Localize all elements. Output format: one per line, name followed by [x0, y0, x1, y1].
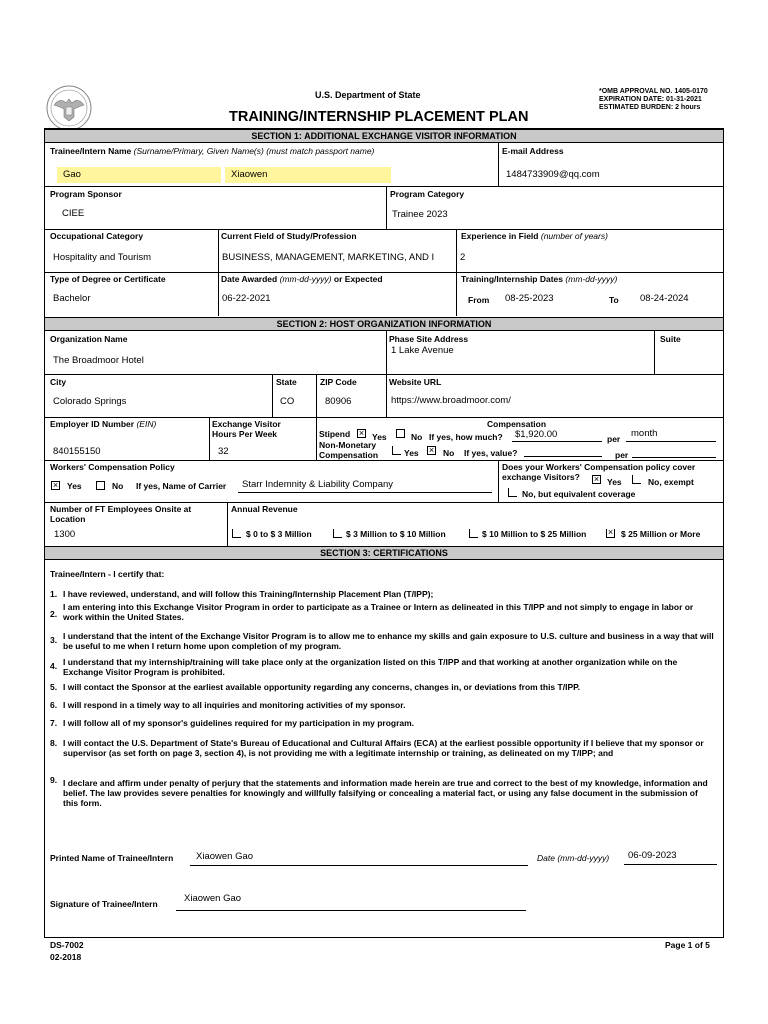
occupational-category-label: Occupational Category: [50, 231, 144, 241]
revenue-25-plus-label: $ 25 Million or More: [621, 529, 701, 539]
certification-item: 4. I understand that my internship/training will take place only at the organization listed on this T/IPP and that working at another organization while on the Exchange Visitor Program is prohibited.: [50, 657, 678, 677]
form-date: 02-2018: [50, 952, 82, 962]
stipend-yes-checkbox[interactable]: ×: [358, 428, 365, 438]
website-label: Website URL: [389, 377, 442, 387]
nonmonetary-no-checkbox[interactable]: ×: [428, 445, 435, 455]
certification-item: 6. I will respond in a timely way to all inquiries and monitoring activities of my sponsor.: [50, 700, 406, 710]
form-number: DS-7002: [50, 940, 84, 950]
cover-yes-checkbox[interactable]: ×: [593, 474, 600, 484]
cover-exempt-checkbox[interactable]: [632, 475, 641, 484]
stipend-amount-field[interactable]: $1,920.00: [515, 429, 558, 440]
form-title: TRAINING/INTERNSHIP PLACEMENT PLAN: [229, 109, 529, 125]
nonmonetary-label-line2: Compensation: [319, 450, 379, 460]
site-address-field[interactable]: 1 Lake Avenue: [391, 345, 454, 356]
section-1-header: SECTION 1: ADDITIONAL EXCHANGE VISITOR INFORMATION: [45, 129, 723, 143]
certification-item: 3. I understand that the intent of the Exchange Visitor Program is to allow me to enhance my skills and gain exposure to U.S. culture and business in a way that will be useful to me when I return home upon completion of my program.: [50, 631, 714, 651]
hours-label-line1: Exchange Visitor: [212, 419, 281, 429]
employees-label-line2: Location: [50, 514, 86, 524]
state-department-seal-icon: [46, 85, 92, 131]
stipend-yes-label: Yes: [372, 432, 387, 442]
org-name-field[interactable]: The Broadmoor Hotel: [53, 355, 144, 366]
omb-approval: *OMB APPROVAL NO. 1405-0170: [599, 88, 708, 95]
nonmonetary-yes-label: Yes: [404, 448, 419, 458]
stipend-label: Stipend: [319, 429, 351, 439]
printed-name-label: Printed Name of Trainee/Intern: [50, 853, 174, 863]
compensation-label: Compensation: [487, 419, 547, 429]
certification-item: 7. I will follow all of my sponsor's guidelines required for my participation in my program.: [50, 718, 415, 728]
nonmonetary-no-label: No: [443, 448, 455, 458]
certification-item: 2. I am entering into this Exchange Visitor Program in order to participate as a Trainee or Intern as delineated in this T/IPP and not simply to engage in labor or work within the United States.: [50, 602, 694, 622]
value-per-label: per: [615, 450, 629, 460]
to-label: To: [609, 295, 619, 305]
revenue-10-25-label: $ 10 Million to $ 25 Million: [482, 529, 587, 539]
revenue-3-10-label: $ 3 Million to $ 10 Million: [346, 529, 446, 539]
cover-question-line2: exchange Visitors?: [502, 472, 580, 482]
how-much-label: If yes, how much?: [429, 432, 503, 442]
certification-item: 8. I will contact the U.S. Department of State's Bureau of Educational and Cultural Affairs (ECA) at the earliest possible opportunity if I believe that my sponsor or supervisor (as set forth on page 3, section 4), is not providing me with a legitimate internship or training, as delineated on my T/IPP; and: [50, 738, 704, 758]
employees-field[interactable]: 1300: [54, 529, 76, 540]
workers-comp-no-label: No: [112, 481, 124, 491]
program-dates-label: Training/Internship Dates (mm-dd-yyyy): [461, 274, 618, 284]
workers-comp-yes-checkbox[interactable]: ×: [52, 480, 59, 490]
hours-field[interactable]: 32: [218, 446, 229, 457]
city-field[interactable]: Colorado Springs: [53, 396, 127, 407]
signature-label: Signature of Trainee/Intern: [50, 899, 158, 909]
nonmonetary-label-line1: Non-Monetary: [319, 440, 377, 450]
revenue-label: Annual Revenue: [231, 504, 298, 514]
carrier-field[interactable]: Starr Indemnity & Liability Company: [242, 479, 394, 490]
cover-equivalent-label: No, but equivalent coverage: [522, 489, 636, 499]
date-awarded-field[interactable]: 06-22-2021: [222, 293, 271, 304]
carrier-label: If yes, Name of Carrier: [136, 481, 227, 491]
revenue-0-3-checkbox[interactable]: [232, 529, 241, 538]
stipend-period-field[interactable]: month: [631, 428, 658, 439]
date-label: Date (mm-dd-yyyy): [537, 853, 610, 863]
department-name: U.S. Department of State: [315, 90, 421, 100]
certification-item: 1. I have reviewed, understand, and will follow this Training/Internship Placement Plan (T/IPP);: [50, 589, 434, 599]
signature-field[interactable]: Xiaowen Gao: [184, 893, 242, 904]
cover-exempt-label: No, exempt: [648, 477, 694, 487]
employees-label-line1: Number of FT Employees Onsite at: [50, 504, 192, 514]
email-label: E-mail Address: [502, 146, 564, 156]
workers-comp-label: Workers' Compensation Policy: [50, 462, 175, 472]
revenue-3-10-checkbox[interactable]: [333, 529, 342, 538]
date-awarded-label: Date Awarded (mm-dd-yyyy) or Expected: [221, 274, 383, 284]
program-category-field[interactable]: Trainee 2023: [392, 209, 448, 220]
zip-field[interactable]: 80906: [325, 396, 352, 407]
expiration-date: EXPIRATION DATE: 01-31-2021: [599, 96, 702, 103]
state-label: State: [276, 377, 297, 387]
revenue-0-3-label: $ 0 to $ 3 Million: [246, 529, 312, 539]
trainee-name-label: Trainee/Intern Name (Surname/Primary, Given Name(s) (must match passport name): [50, 146, 375, 156]
page-number: Page 1 of 5: [665, 940, 710, 950]
experience-field[interactable]: 2: [460, 252, 466, 263]
section-3-header: SECTION 3: CERTIFICATIONS: [45, 546, 723, 560]
surname-field[interactable]: Gao: [57, 167, 221, 183]
occupational-category-field[interactable]: Hospitality and Tourism: [53, 252, 152, 263]
program-sponsor-field[interactable]: CIEE: [62, 208, 85, 219]
stipend-no-label: No: [411, 432, 423, 442]
site-address-label: Phase Site Address: [389, 334, 469, 344]
nonmonetary-yes-checkbox[interactable]: [392, 446, 401, 455]
program-sponsor-label: Program Sponsor: [50, 189, 122, 199]
cover-equivalent-checkbox[interactable]: [508, 488, 517, 497]
certify-intro: Trainee/Intern - I certify that:: [50, 569, 165, 579]
certification-item: 9. I declare and affirm under penalty of perjury that the statements and information made herein are true and correct to the best of my knowledge, information and belief. The law provides severe penalties for knowingly and willfully falsifying or concealing a material fact, or using any false document in the submission of this form.: [50, 775, 708, 808]
date-field[interactable]: 06-09-2023: [628, 850, 677, 861]
revenue-10-25-checkbox[interactable]: [469, 529, 478, 538]
workers-comp-yes-label: Yes: [67, 481, 82, 491]
per-label: per: [607, 434, 621, 444]
stipend-no-checkbox[interactable]: [396, 429, 405, 438]
given-name-field[interactable]: Xiaowen: [225, 167, 391, 183]
revenue-25-plus-checkbox[interactable]: ×: [607, 527, 614, 537]
website-field[interactable]: https://www.broadmoor.com/: [391, 395, 511, 406]
cover-question-line1: Does your Workers' Compensation policy cover: [502, 462, 696, 472]
to-date-field[interactable]: 08-24-2024: [640, 293, 689, 304]
hours-label-line2: Hours Per Week: [212, 429, 278, 439]
degree-field[interactable]: Bachelor: [53, 293, 91, 304]
org-name-label: Organization Name: [50, 334, 128, 344]
degree-label: Type of Degree or Certificate: [50, 274, 166, 284]
zip-label: ZIP Code: [320, 377, 357, 387]
state-field[interactable]: CO: [280, 396, 295, 407]
from-date-field[interactable]: 08-25-2023: [505, 293, 554, 304]
field-of-study-label: Current Field of Study/Profession: [221, 231, 357, 241]
city-label: City: [50, 377, 67, 387]
estimated-burden: ESTIMATED BURDEN: 2 hours: [599, 104, 701, 111]
experience-label: Experience in Field (number of years): [461, 231, 608, 241]
ein-label: Employer ID Number (EIN): [50, 419, 157, 429]
section-2-header: SECTION 2: HOST ORGANIZATION INFORMATION: [45, 317, 723, 331]
value-label: If yes, value?: [464, 448, 518, 458]
ein-field[interactable]: 840155150: [53, 446, 101, 457]
email-field[interactable]: 1484733909@qq.com: [506, 169, 600, 180]
suite-label: Suite: [660, 334, 681, 344]
field-of-study-field[interactable]: BUSINESS, MANAGEMENT, MARKETING, AND I: [222, 252, 435, 263]
printed-name-field[interactable]: Xiaowen Gao: [196, 851, 254, 862]
from-label: From: [468, 295, 490, 305]
workers-comp-no-checkbox[interactable]: [96, 481, 105, 490]
program-category-label: Program Category: [390, 189, 465, 199]
certification-item: 5. I will contact the Sponsor at the earliest available opportunity regarding any concerns, changes in, or deviations from this T/IPP.: [50, 682, 581, 692]
cover-yes-label: Yes: [607, 477, 622, 487]
